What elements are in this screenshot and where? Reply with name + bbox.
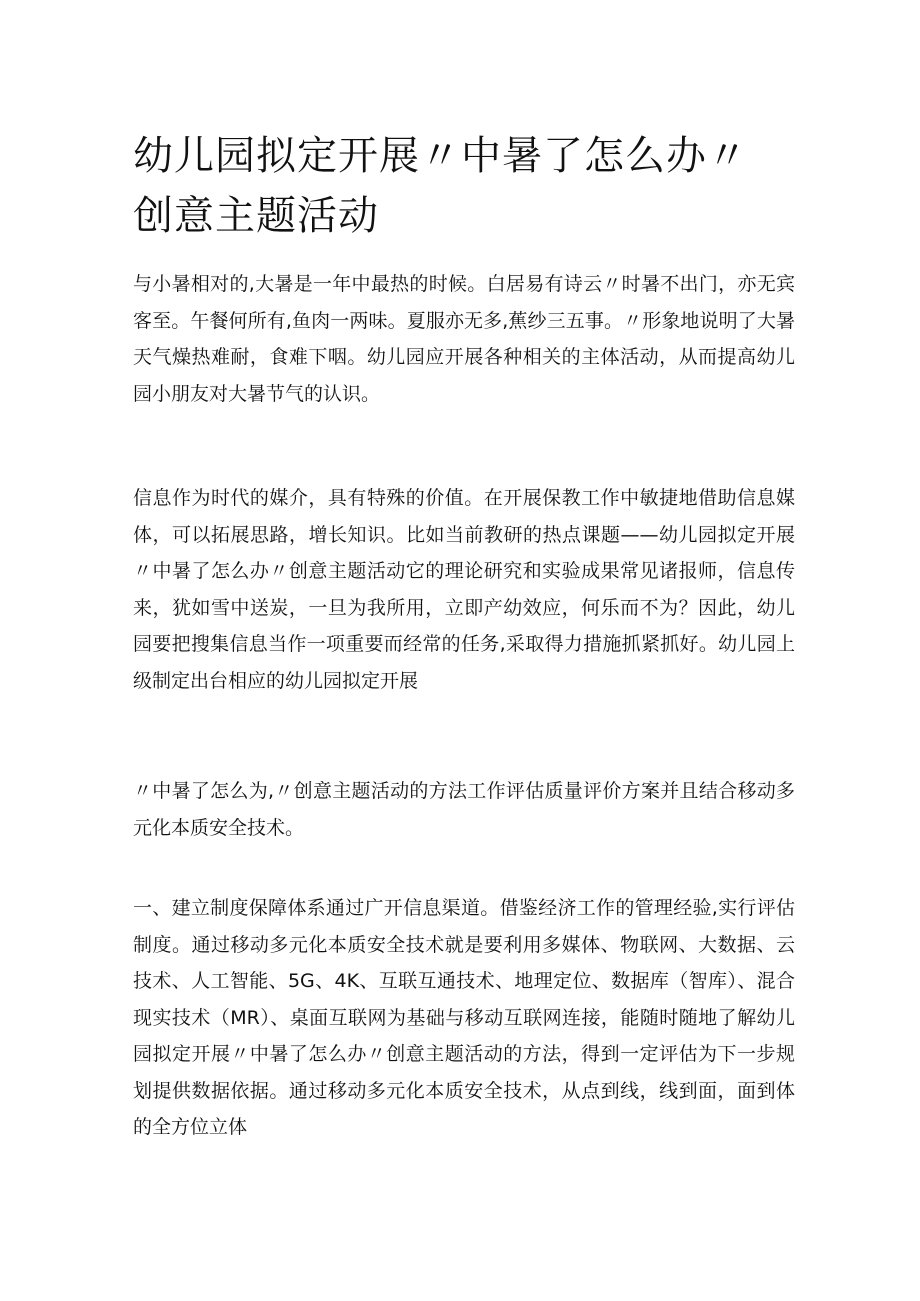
paragraph-section-one: 一、建立制度保障体系通过广开信息渠道。借鉴经济工作的管理经验,实行评估制度。通过移动多元化本质安全技术就是要利用多媒体、物联网、大数据、云技术、人工智能、5G、4K、互联互通技术、地理定位、数据库（智库）、混合现实技术（MR）、桌面互联网为基础与移动互联网连接，能随时随地了解幼儿园拟定开展〃中暑了怎么办〃创意主题活动的方法，得到一定评估为下一步规划提供数据依据。通过移动多元化本质安全技术，从点到线，线到面，面到体的全方位立体: [133, 897, 795, 1138]
paragraph-information-value: 信息作为时代的媒介，具有特殊的价值。在开展保教工作中敏捷地借助信息媒体，可以拓展思路，增长知识。比如当前教研的热点课题——幼儿园拟定开展〃中暑了怎么办〃创意主题活动它的理论研究和实验成果常见诸报师，信息传来，犹如雪中送炭，一旦为我所用，立即产幼效应，何乐而不为？因此，幼儿园要把搜集信息当作一项重要而经常的任务,采取得力措施抓紧抓好。幼儿园上级制定出台相应的幼儿园拟定开展: [133, 487, 795, 692]
paragraph-dashu-intro: 与小暑相对的,大暑是一年中最热的时候。白居易有诗云〃时暑不出门，亦无宾客至。午餐何所有,鱼肉一两味。夏服亦无多,蕉纱三五事。〃形象地说明了大暑天气燥热难耐，食难下咽。幼儿园应开展各种相关的主体活动，从而提高幼儿园小朋友对大暑节气的认识。: [133, 273, 795, 405]
document-title: 幼儿园拟定开展〃中暑了怎么办〃创意主题活动: [133, 133, 748, 239]
paragraph-evaluation-plan: 〃中暑了怎么为,〃创意主题活动的方法工作评估质量评价方案并且结合移动多元化本质安全技术。: [133, 780, 795, 839]
